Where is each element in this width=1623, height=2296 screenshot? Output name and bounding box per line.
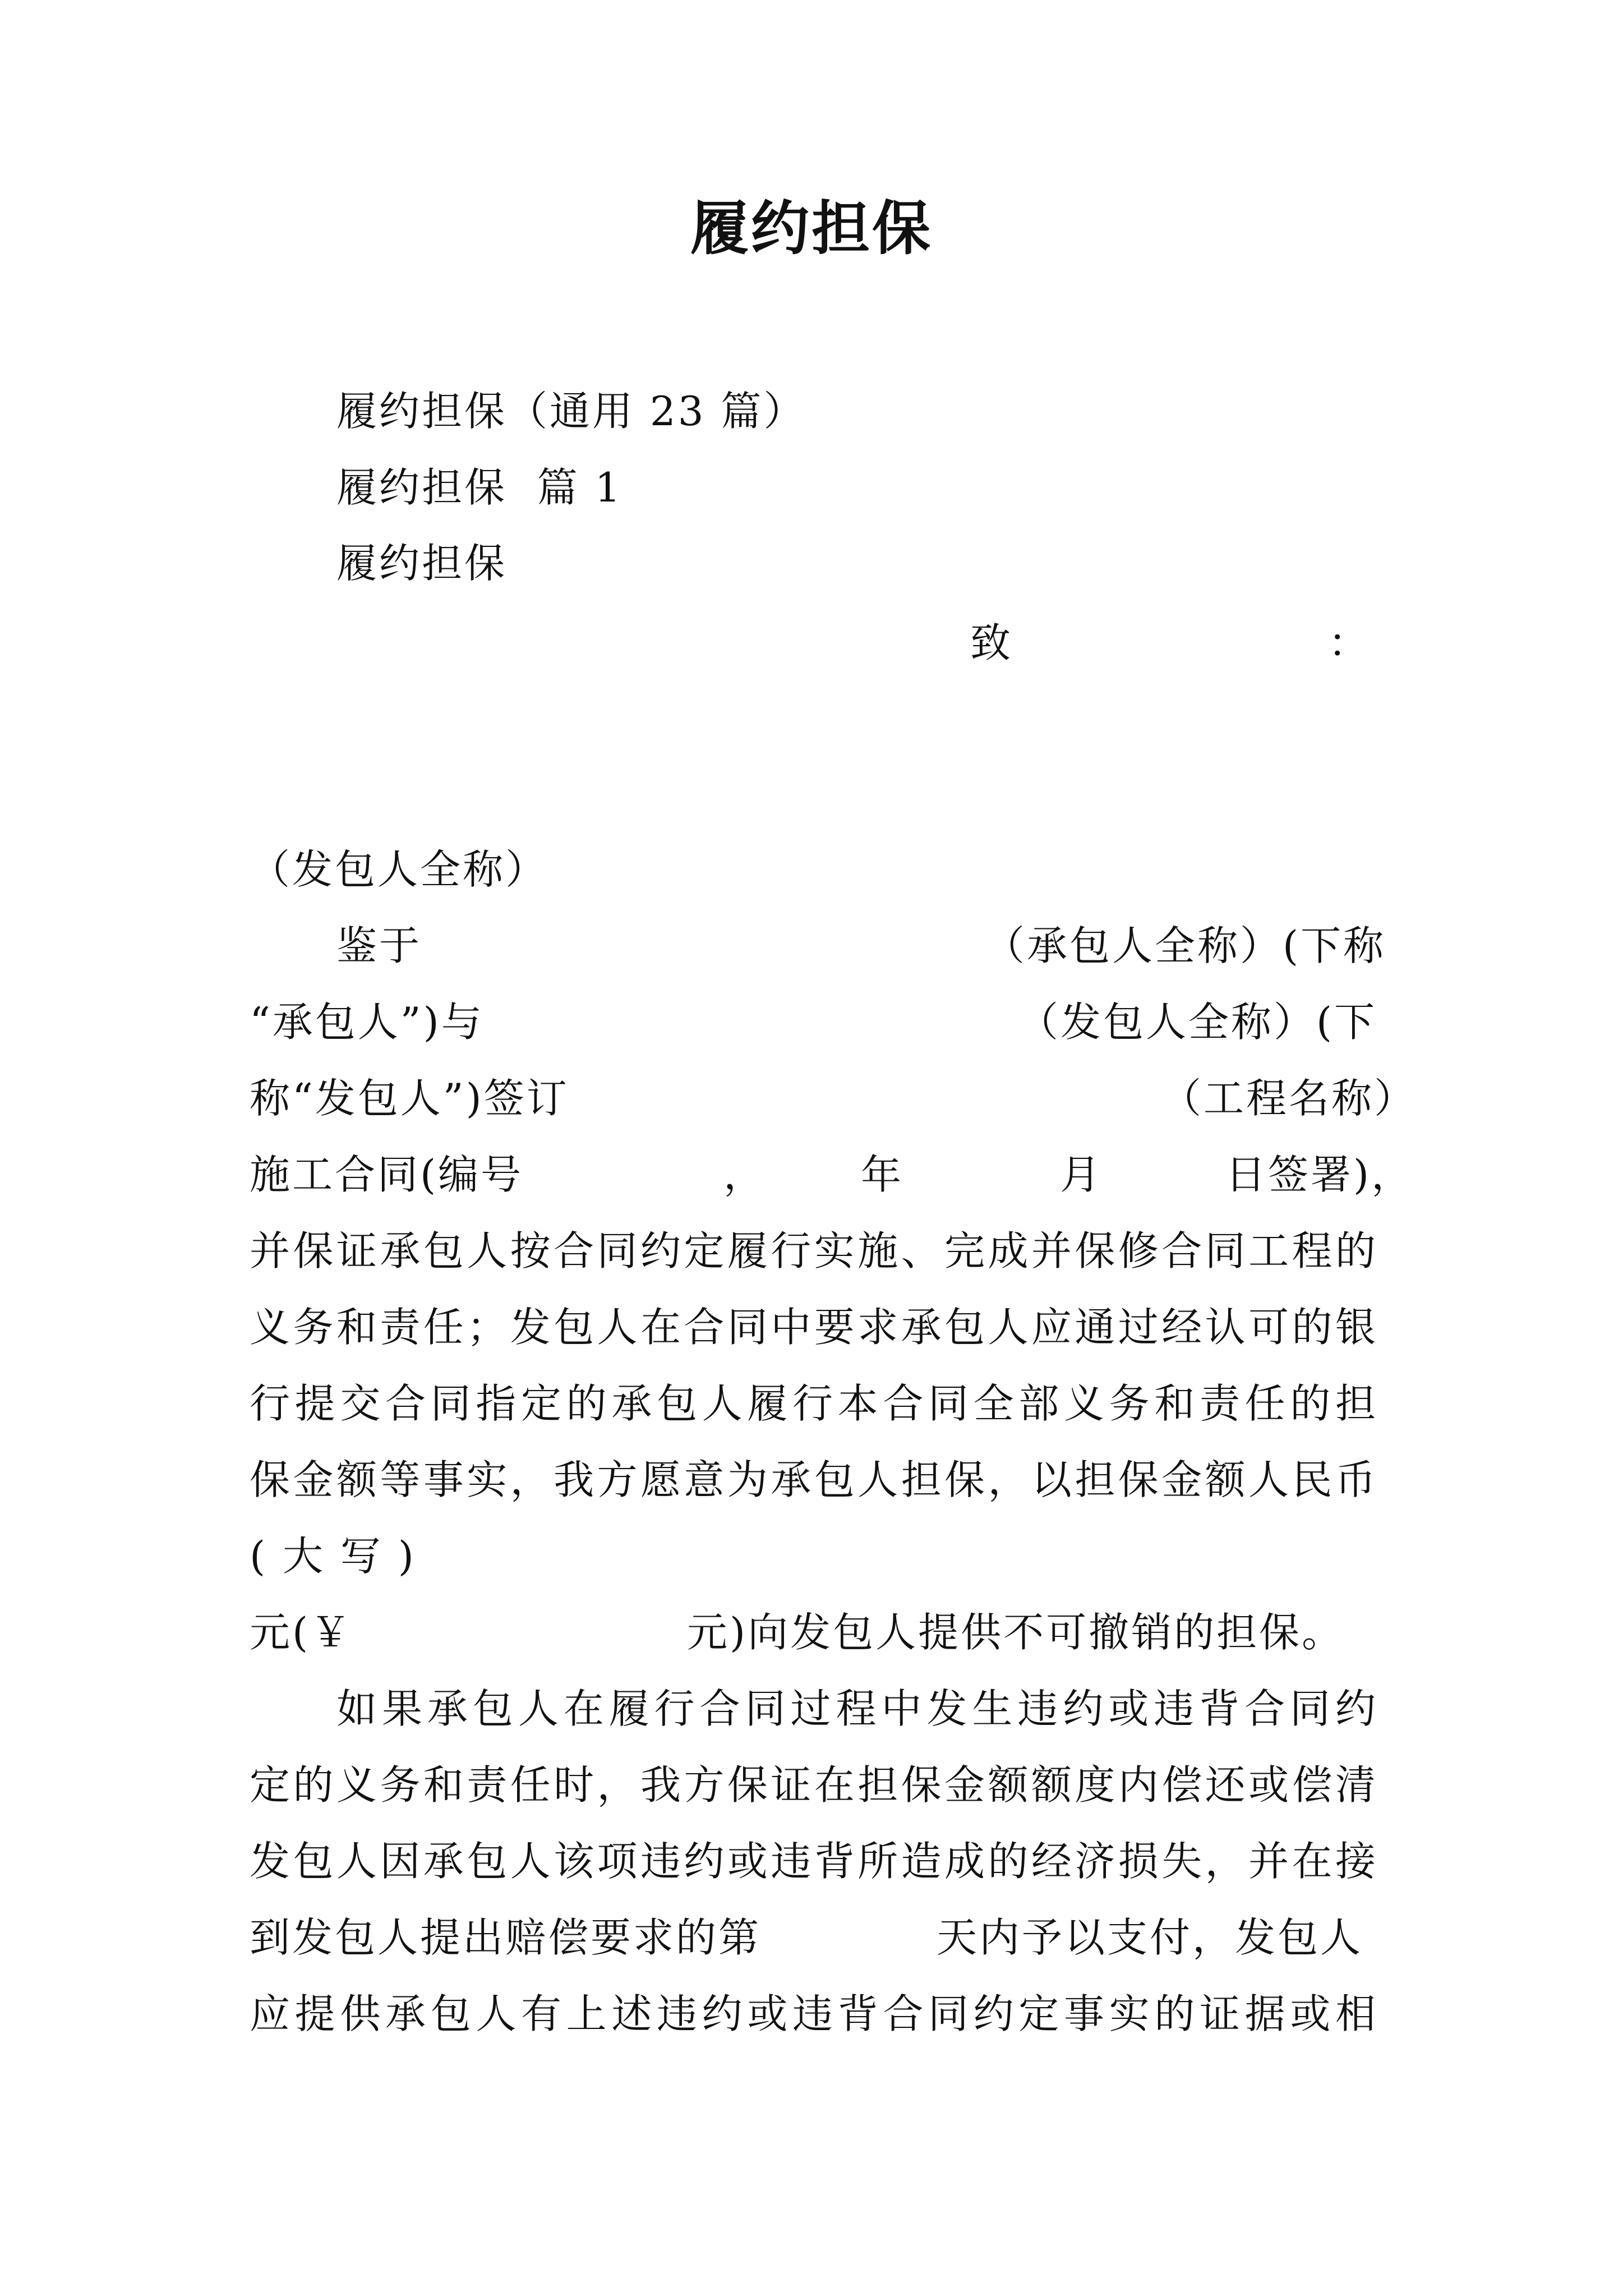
p2-line2: 定的义务和责任时，我方保证在担保金额额度内偿还或偿清 [250,1761,1377,1809]
p1-line2-a: “承包人”)与 [250,999,484,1046]
p2-line3: 发包人因承包人该项违约或违背所造成的经济损失，并在接 [250,1838,1377,1885]
p1-line1-a: 鉴于 [336,922,422,969]
p1-line5: 并保证承包人按合同约定履行实施、完成并保修合同工程的 [250,1227,1377,1274]
p1-line7: 行提交合同指定的承包人履行本合同全部义务和责任的担 [250,1380,1377,1427]
p2-line1: 如果承包人在履行合同过程中发生违约或违背合同约 [336,1685,1377,1732]
p1-line2-b: （发包人全称）(下 [1018,999,1377,1046]
to-label: 致 [970,619,1013,666]
subtitle: 履约担保（通用 23 篇） [336,388,806,435]
p1-line3-a: 称“发包人”)签订 [250,1075,569,1122]
document-title: 履约担保 [690,194,933,263]
p1-line10-a: 元(￥ [250,1609,353,1656]
p1-line1-b: （承包人全称）(下称 [984,922,1386,969]
p1-line4-b: ， [723,1151,767,1198]
p1-line8: 保金额等事实，我方愿意为承包人担保，以担保金额人民币 [250,1456,1377,1503]
p1-line4-c: 年 [861,1151,904,1198]
p2-line4-b: 天内予以支付，发包人 [937,1914,1363,1961]
p1-line9: ( 大 写 ) [250,1533,416,1580]
doc-heading: 履约担保 [336,540,508,587]
section-heading: 履约担保 篇 1 [336,464,623,511]
p1-line6: 义务和责任；发包人在合同中要求承包人应通过经认可的银 [250,1304,1377,1351]
p1-line4-d: 月 [1060,1151,1103,1198]
p1-line4-e: 日签署)， [1225,1151,1414,1198]
to-colon: ： [1328,619,1371,666]
p1-line3-b: （工程名称） [1161,1075,1417,1122]
employer-full-name-note: （发包人全称） [250,846,548,893]
p2-line5: 应提供承包人有上述违约或违背合同约定事实的证据或相 [250,1990,1377,2037]
p1-line4-a: 施工合同(编号 [250,1151,524,1198]
p1-line10-b: 元)向发包人提供不可撤销的担保。 [687,1609,1345,1656]
p2-line4-a: 到发包人提出赔偿要求的第 [250,1914,762,1961]
